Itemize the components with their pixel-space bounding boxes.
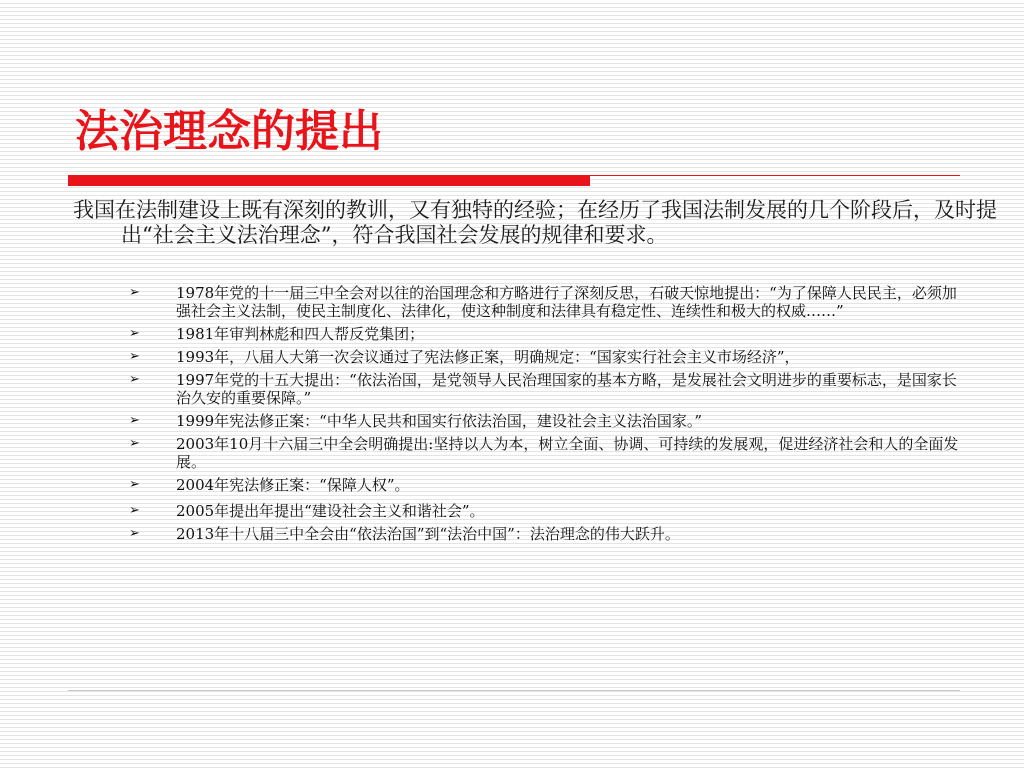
bullet-text: 1981年审判林彪和四人帮反党集团； — [176, 325, 425, 343]
arrow-bullet-icon: ➢ — [129, 349, 140, 364]
list-item — [129, 525, 964, 543]
arrow-bullet-icon: ➢ — [129, 413, 140, 428]
list-item — [129, 476, 964, 494]
title-underline-bar — [68, 175, 590, 186]
list-item — [129, 348, 964, 366]
bullet-list — [129, 284, 964, 548]
list-item — [129, 412, 964, 430]
list-item — [129, 502, 964, 520]
arrow-bullet-icon: ➢ — [129, 285, 140, 300]
intro-paragraph: 我国在法制建设上既有深刻的教训，又有独特的经验；在经历了我国法制发展的几个阶段后，及时提出“社会主义法治理念”，符合我国社会发展的规律和要求。 — [73, 198, 997, 247]
arrow-bullet-icon: ➢ — [129, 477, 140, 492]
bullet-text: 2005年提出年提出“建设社会主义和谐社会”。 — [176, 502, 485, 520]
bullet-text: 2003年10月十六届三中全会明确提出:坚持以人为本，树立全面、协调、可持续的发展观，促进经济社会和人的全面发展。 — [176, 435, 959, 471]
footer-divider — [68, 690, 960, 691]
arrow-bullet-icon: ➢ — [129, 326, 140, 341]
arrow-bullet-icon: ➢ — [129, 503, 140, 518]
bullet-text: 1999年宪法修正案：“中华人民共和国实行依法治国，建设社会主义法治国家。” — [176, 412, 703, 430]
arrow-bullet-icon: ➢ — [129, 372, 140, 387]
bullet-text: 2013年十八届三中全会由“依法治国”到“法治中国”：法治理念的伟大跃升。 — [176, 525, 680, 543]
list-item — [129, 325, 964, 343]
list-item — [129, 284, 964, 320]
list-item — [129, 435, 964, 471]
arrow-bullet-icon: ➢ — [129, 526, 140, 541]
bullet-text: 2004年宪法修正案：“保障人权”。 — [176, 476, 410, 494]
slide-title: 法治理念的提出 — [75, 106, 383, 157]
list-item — [129, 371, 964, 407]
title-underline-thin — [590, 175, 960, 176]
bullet-text: 1993年，八届人大第一次会议通过了宪法修正案，明确规定：“国家实行社会主义市场经济”， — [176, 348, 800, 366]
bullet-text: 1997年党的十五大提出：“依法治国，是党领导人民治理国家的基本方略，是发展社会文明进步的重要标志，是国家长治久安的重要保障。” — [176, 371, 957, 407]
bullet-text: 1978年党的十一届三中全会对以往的治国理念和方略进行了深刻反思，石破天惊地提出：“为了保障人民民主，必须加强社会主义法制，使民主制度化、法律化，使这种制度和法律具有稳定性、连续性和极大的权威……” — [176, 284, 957, 320]
arrow-bullet-icon: ➢ — [129, 436, 140, 451]
